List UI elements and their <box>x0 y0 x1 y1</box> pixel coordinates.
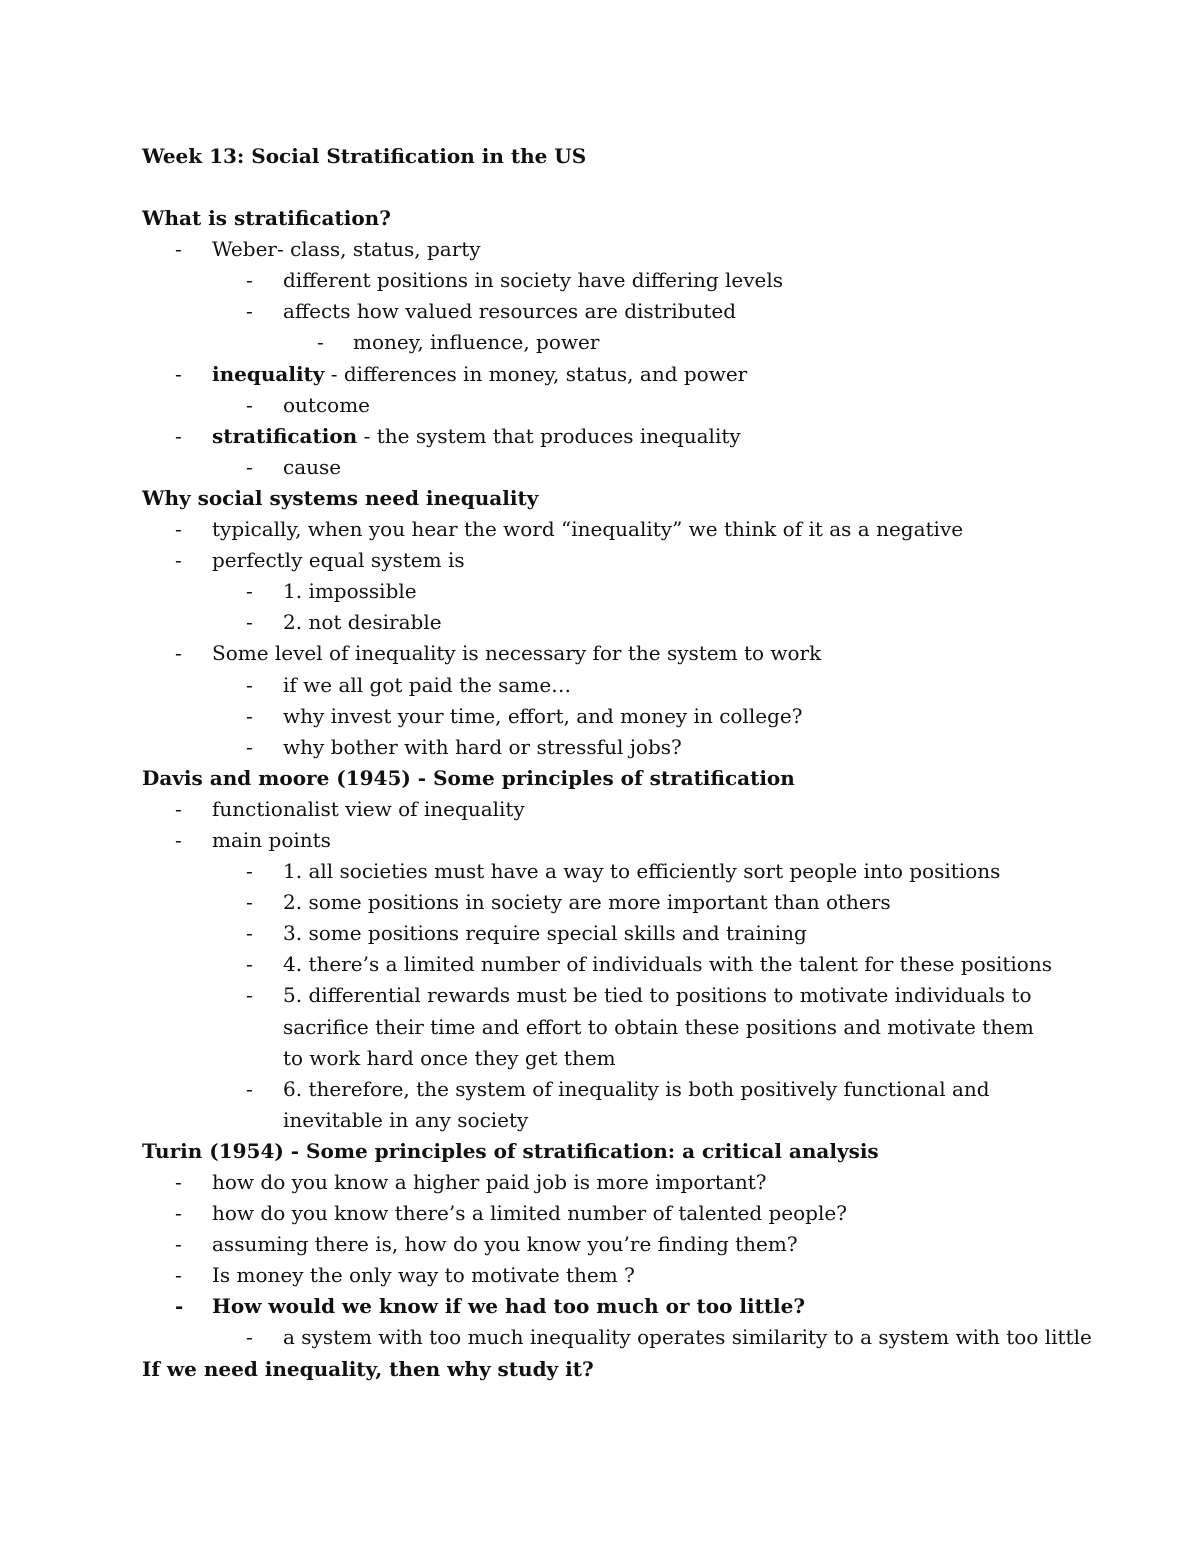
list-item <box>142 638 1062 669</box>
section-heading-why-study: If we need inequality, then why study it? <box>142 1356 594 1381</box>
list-item-text: cause <box>283 454 342 479</box>
bullet-dash: - <box>246 1076 253 1101</box>
list-item-text: affects how valued resources are distributed <box>283 299 737 324</box>
list-item <box>142 732 1062 763</box>
term-definition: - the system that produces inequality <box>357 423 741 448</box>
bullet-dash: - <box>246 859 253 884</box>
section-heading-why-inequality: Why social systems need inequality <box>142 485 539 510</box>
bullet-dash: - <box>246 983 253 1008</box>
list-item-text: 2. not desirable <box>283 610 442 635</box>
list-item <box>142 514 1062 545</box>
term-inequality: inequality <box>212 361 325 386</box>
document-page <box>142 141 1092 1385</box>
bullet-dash: - <box>246 392 253 417</box>
list-item <box>142 856 1062 887</box>
list-item-text: 2. some positions in society are more important than others <box>283 890 891 915</box>
bullet-dash: - <box>246 921 253 946</box>
list-item-text <box>212 421 1062 452</box>
bullet-dash: - <box>246 890 253 915</box>
section-heading-turin: Turin (1954) - Some principles of stratification: a critical analysis <box>142 1138 879 1163</box>
list-item-text: functionalist view of inequality <box>212 796 525 821</box>
list-item-text: money, influence, power <box>353 330 600 355</box>
list-item-text: 6. therefore, the system of inequality is both positively functional and inevitable in any society <box>283 1076 990 1132</box>
list-item <box>142 296 1062 327</box>
list-item-text: typically, when you hear the word “inequality” we think of it as a negative <box>212 517 964 542</box>
term-stratification: stratification <box>212 423 358 448</box>
list-item-text: assuming there is, how do you know you’re finding them? <box>212 1232 798 1257</box>
list-item-text: Some level of inequality is necessary for the system to work <box>212 641 822 666</box>
list-item-text: a system with too much inequality operates similarity to a system with too little <box>283 1325 1092 1350</box>
list-item-text: How would we know if we had too much or too little? <box>212 1294 806 1319</box>
list-item <box>142 327 1062 358</box>
list-item-text <box>212 359 1062 390</box>
bullet-dash: - <box>246 610 253 635</box>
list-item <box>142 918 1062 949</box>
list-item <box>142 670 1062 701</box>
bullet-dash: - <box>175 1263 182 1288</box>
list-item-text: 1. all societies must have a way to efficiently sort people into positions <box>283 859 1001 884</box>
bullet-dash: - <box>175 1201 182 1226</box>
list-item <box>142 980 1062 1073</box>
list-item-text: main points <box>212 827 331 852</box>
list-item-text: if we all got paid the same… <box>283 672 572 697</box>
list-item <box>142 1229 1062 1260</box>
list-item <box>142 452 1062 483</box>
list-item <box>142 1074 1062 1136</box>
bullet-dash: - <box>175 827 182 852</box>
list-item <box>142 794 1062 825</box>
bullet-dash: - <box>246 672 253 697</box>
bullet-dash: - <box>175 641 182 666</box>
bullet-dash: - <box>246 703 253 728</box>
term-definition: - differences in money, status, and power <box>324 361 748 386</box>
bullet-dash: - <box>246 734 253 759</box>
list-item-text: outcome <box>283 392 371 417</box>
list-item <box>142 887 1062 918</box>
document-title: Week 13: Social Stratification in the US <box>142 144 587 168</box>
list-item-text: 3. some positions require special skills and training <box>283 921 807 946</box>
bullet-dash: - <box>175 796 182 821</box>
bullet-dash: - <box>246 1325 253 1350</box>
list-item <box>142 1167 1062 1198</box>
list-item <box>142 576 1062 607</box>
list-item <box>142 1260 1062 1291</box>
bullet-dash: - <box>175 237 182 262</box>
list-item <box>142 265 1062 296</box>
list-item <box>142 390 1062 421</box>
list-item <box>142 234 1062 265</box>
bullet-dash: - <box>175 1170 182 1194</box>
list-item <box>142 825 1062 856</box>
list-item-text: Is money the only way to motivate them ? <box>212 1263 635 1288</box>
bullet-dash: - <box>175 1232 182 1257</box>
list-item <box>142 1291 1062 1322</box>
bullet-dash: - <box>175 1294 184 1319</box>
list-item-text: how do you know there’s a limited number of talented people? <box>212 1201 847 1226</box>
list-item-text: 4. there’s a limited number of individuals with the talent for these positions <box>283 952 1052 977</box>
list-item <box>142 607 1062 638</box>
bullet-dash: - <box>246 454 253 479</box>
list-item-text: perfectly equal system is <box>212 548 465 573</box>
bullet-dash: - <box>175 361 182 386</box>
section-heading-davis-moore: Davis and moore (1945) - Some principles of stratification <box>142 765 795 790</box>
bullet-dash: - <box>175 548 182 573</box>
list-item <box>142 701 1062 732</box>
bullet-dash: - <box>317 330 324 355</box>
list-item <box>142 949 1062 980</box>
list-item <box>142 545 1062 576</box>
list-item-text: why bother with hard or stressful jobs? <box>283 734 682 759</box>
list-item <box>142 1198 1062 1229</box>
section-heading-what-is-stratification: What is stratification? <box>142 206 391 231</box>
list-item-text: how do you know a higher paid job is more important? <box>212 1170 767 1194</box>
list-item-text: Weber- class, status, party <box>212 237 481 262</box>
list-item <box>142 359 1062 390</box>
bullet-dash: - <box>246 579 253 604</box>
bullet-dash: - <box>246 299 253 324</box>
list-item-text: why invest your time, effort, and money in college? <box>283 703 803 728</box>
list-item-text: 1. impossible <box>283 579 417 604</box>
bullet-dash: - <box>175 517 182 542</box>
list-item-text: 5. differential rewards must be tied to positions to motivate individuals to sacrifice their time and effort to obtain these positions and motivate them to work hard once they get them <box>283 983 1034 1070</box>
list-item <box>142 421 1062 452</box>
list-item <box>142 1322 1092 1353</box>
bullet-dash: - <box>246 952 253 977</box>
bullet-dash: - <box>246 268 253 293</box>
list-item-text: different positions in society have differing levels <box>283 268 784 293</box>
bullet-dash: - <box>175 423 182 448</box>
